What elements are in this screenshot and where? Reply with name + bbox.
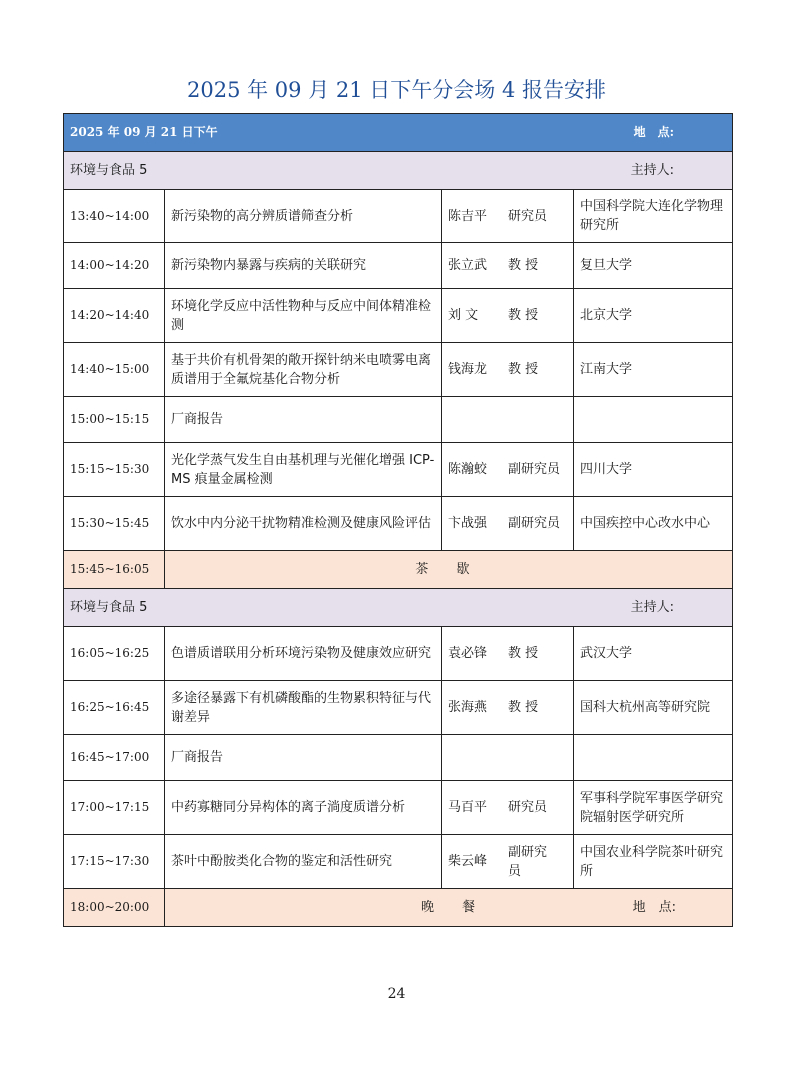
talk-time: 17:15~17:30: [64, 835, 165, 889]
schedule-table: [63, 113, 733, 927]
speaker-cell: [442, 190, 574, 243]
talk-time: 15:00~15:15: [64, 397, 165, 443]
talk-topic: 厂商报告: [165, 397, 442, 443]
talk-topic: 色谱质谱联用分析环境污染物及健康效应研究: [165, 627, 442, 681]
talk-row: [64, 343, 733, 397]
section-name: 环境与食品 5: [70, 163, 148, 178]
speaker-name: 刘 文: [448, 308, 479, 323]
talk-topic: 新污染物的高分辨质谱筛查分析: [165, 190, 442, 243]
talk-topic: 基于共价有机骨架的敞开探针纳米电喷雾电离质谱用于全氟烷基化合物分析: [165, 343, 442, 397]
talk-row: [64, 289, 733, 343]
speaker-cell: [442, 397, 574, 443]
break-label: 茶 歇: [165, 551, 733, 589]
speaker-cell: [442, 835, 574, 889]
dinner-row: [64, 889, 733, 927]
talk-time: 17:00~17:15: [64, 781, 165, 835]
speaker-org: [574, 735, 733, 781]
speaker-org: 四川大学: [574, 443, 733, 497]
speaker-org: 北京大学: [574, 289, 733, 343]
header-row: [64, 114, 733, 152]
talk-row: [64, 243, 733, 289]
talk-row: [64, 681, 733, 735]
talk-time: 16:05~16:25: [64, 627, 165, 681]
talk-topic: 茶叶中酚胺类化合物的鉴定和活性研究: [165, 835, 442, 889]
talk-topic: 新污染物内暴露与疾病的关联研究: [165, 243, 442, 289]
talk-topic: 多途径暴露下有机磷酸酯的生物累积特征与代谢差异: [165, 681, 442, 735]
talk-row: [64, 835, 733, 889]
speaker-name: 钱海龙: [448, 362, 488, 377]
speaker-org: 江南大学: [574, 343, 733, 397]
speaker-org: 军事科学院军事医学研究院辐射医学研究所: [574, 781, 733, 835]
talk-topic: 厂商报告: [165, 735, 442, 781]
speaker-name: 马百平: [448, 800, 488, 815]
page-number: 24: [387, 986, 406, 1002]
speaker-title: 教 授: [508, 700, 539, 715]
speaker-cell: [442, 289, 574, 343]
talk-time: 14:00~14:20: [64, 243, 165, 289]
break-time: 15:45~16:05: [64, 551, 165, 589]
talk-time: 16:25~16:45: [64, 681, 165, 735]
speaker-title: 教 授: [508, 258, 539, 273]
host-label: 主持人:: [630, 163, 674, 178]
dinner-time: 18:00~20:00: [64, 889, 165, 927]
talk-row: [64, 735, 733, 781]
speaker-title: 教 授: [508, 646, 539, 661]
talk-topic: 中药寡糖同分异构体的离子淌度质谱分析: [165, 781, 442, 835]
dinner-label: 晚 餐: [421, 900, 488, 915]
dinner-location-label: 地 点:: [632, 900, 676, 915]
talk-time: 15:30~15:45: [64, 497, 165, 551]
session-date: 2025 年 09 月 21 日下午: [70, 125, 218, 139]
speaker-cell: [442, 627, 574, 681]
talk-time: 15:15~15:30: [64, 443, 165, 497]
speaker-org: 中国疾控中心改水中心: [574, 497, 733, 551]
speaker-name: 卞战强: [448, 516, 488, 531]
speaker-cell: [442, 781, 574, 835]
talk-row: [64, 627, 733, 681]
speaker-name: 袁必锋: [448, 646, 488, 661]
speaker-title: 教 授: [508, 308, 539, 323]
speaker-org: 国科大杭州高等研究院: [574, 681, 733, 735]
speaker-name: 柴云峰: [448, 854, 488, 869]
speaker-title: 副研究员: [508, 516, 561, 531]
talk-row: [64, 443, 733, 497]
speaker-title: 副研究员: [508, 462, 561, 477]
speaker-name: 张立武: [448, 258, 488, 273]
talk-row: [64, 190, 733, 243]
speaker-cell: [442, 343, 574, 397]
talk-time: 16:45~17:00: [64, 735, 165, 781]
section-row: [64, 589, 733, 627]
speaker-cell: [442, 497, 574, 551]
speaker-org: 武汉大学: [574, 627, 733, 681]
talk-row: [64, 781, 733, 835]
speaker-title: 研究员: [508, 208, 548, 224]
page-title: 2025 年 09 月 21 日下午分会场 4 报告安排: [187, 78, 606, 102]
speaker-title: 教 授: [508, 362, 539, 377]
speaker-cell: [442, 681, 574, 735]
talk-topic: 光化学蒸气发生自由基机理与光催化增强 ICP-MS 痕量金属检测: [165, 443, 442, 497]
speaker-name: 陈瀚蛟: [448, 462, 488, 477]
speaker-org: 中国农业科学院茶叶研究所: [574, 835, 733, 889]
talk-time: 14:40~15:00: [64, 343, 165, 397]
talk-time: 14:20~14:40: [64, 289, 165, 343]
speaker-cell: [442, 243, 574, 289]
speaker-title: 副研究员: [508, 844, 548, 879]
talk-row: [64, 397, 733, 443]
speaker-org: 中国科学院大连化学物理研究所: [574, 190, 733, 243]
speaker-cell: [442, 443, 574, 497]
talk-topic: 环境化学反应中活性物种与反应中间体精准检测: [165, 289, 442, 343]
talk-topic: 饮水中内分泌干扰物精准检测及健康风险评估: [165, 497, 442, 551]
speaker-name: 陈吉平: [448, 208, 488, 224]
speaker-cell: [442, 735, 574, 781]
talk-time: 13:40~14:00: [64, 190, 165, 243]
tea-break-row: [64, 551, 733, 589]
speaker-title: 研究员: [508, 800, 548, 815]
location-label: 地 点:: [633, 125, 674, 139]
section-row: [64, 152, 733, 190]
host-label: 主持人:: [630, 600, 674, 615]
speaker-name: 张海燕: [448, 700, 488, 715]
talk-row: [64, 497, 733, 551]
speaker-org: [574, 397, 733, 443]
section-name: 环境与食品 5: [70, 600, 148, 615]
speaker-org: 复旦大学: [574, 243, 733, 289]
